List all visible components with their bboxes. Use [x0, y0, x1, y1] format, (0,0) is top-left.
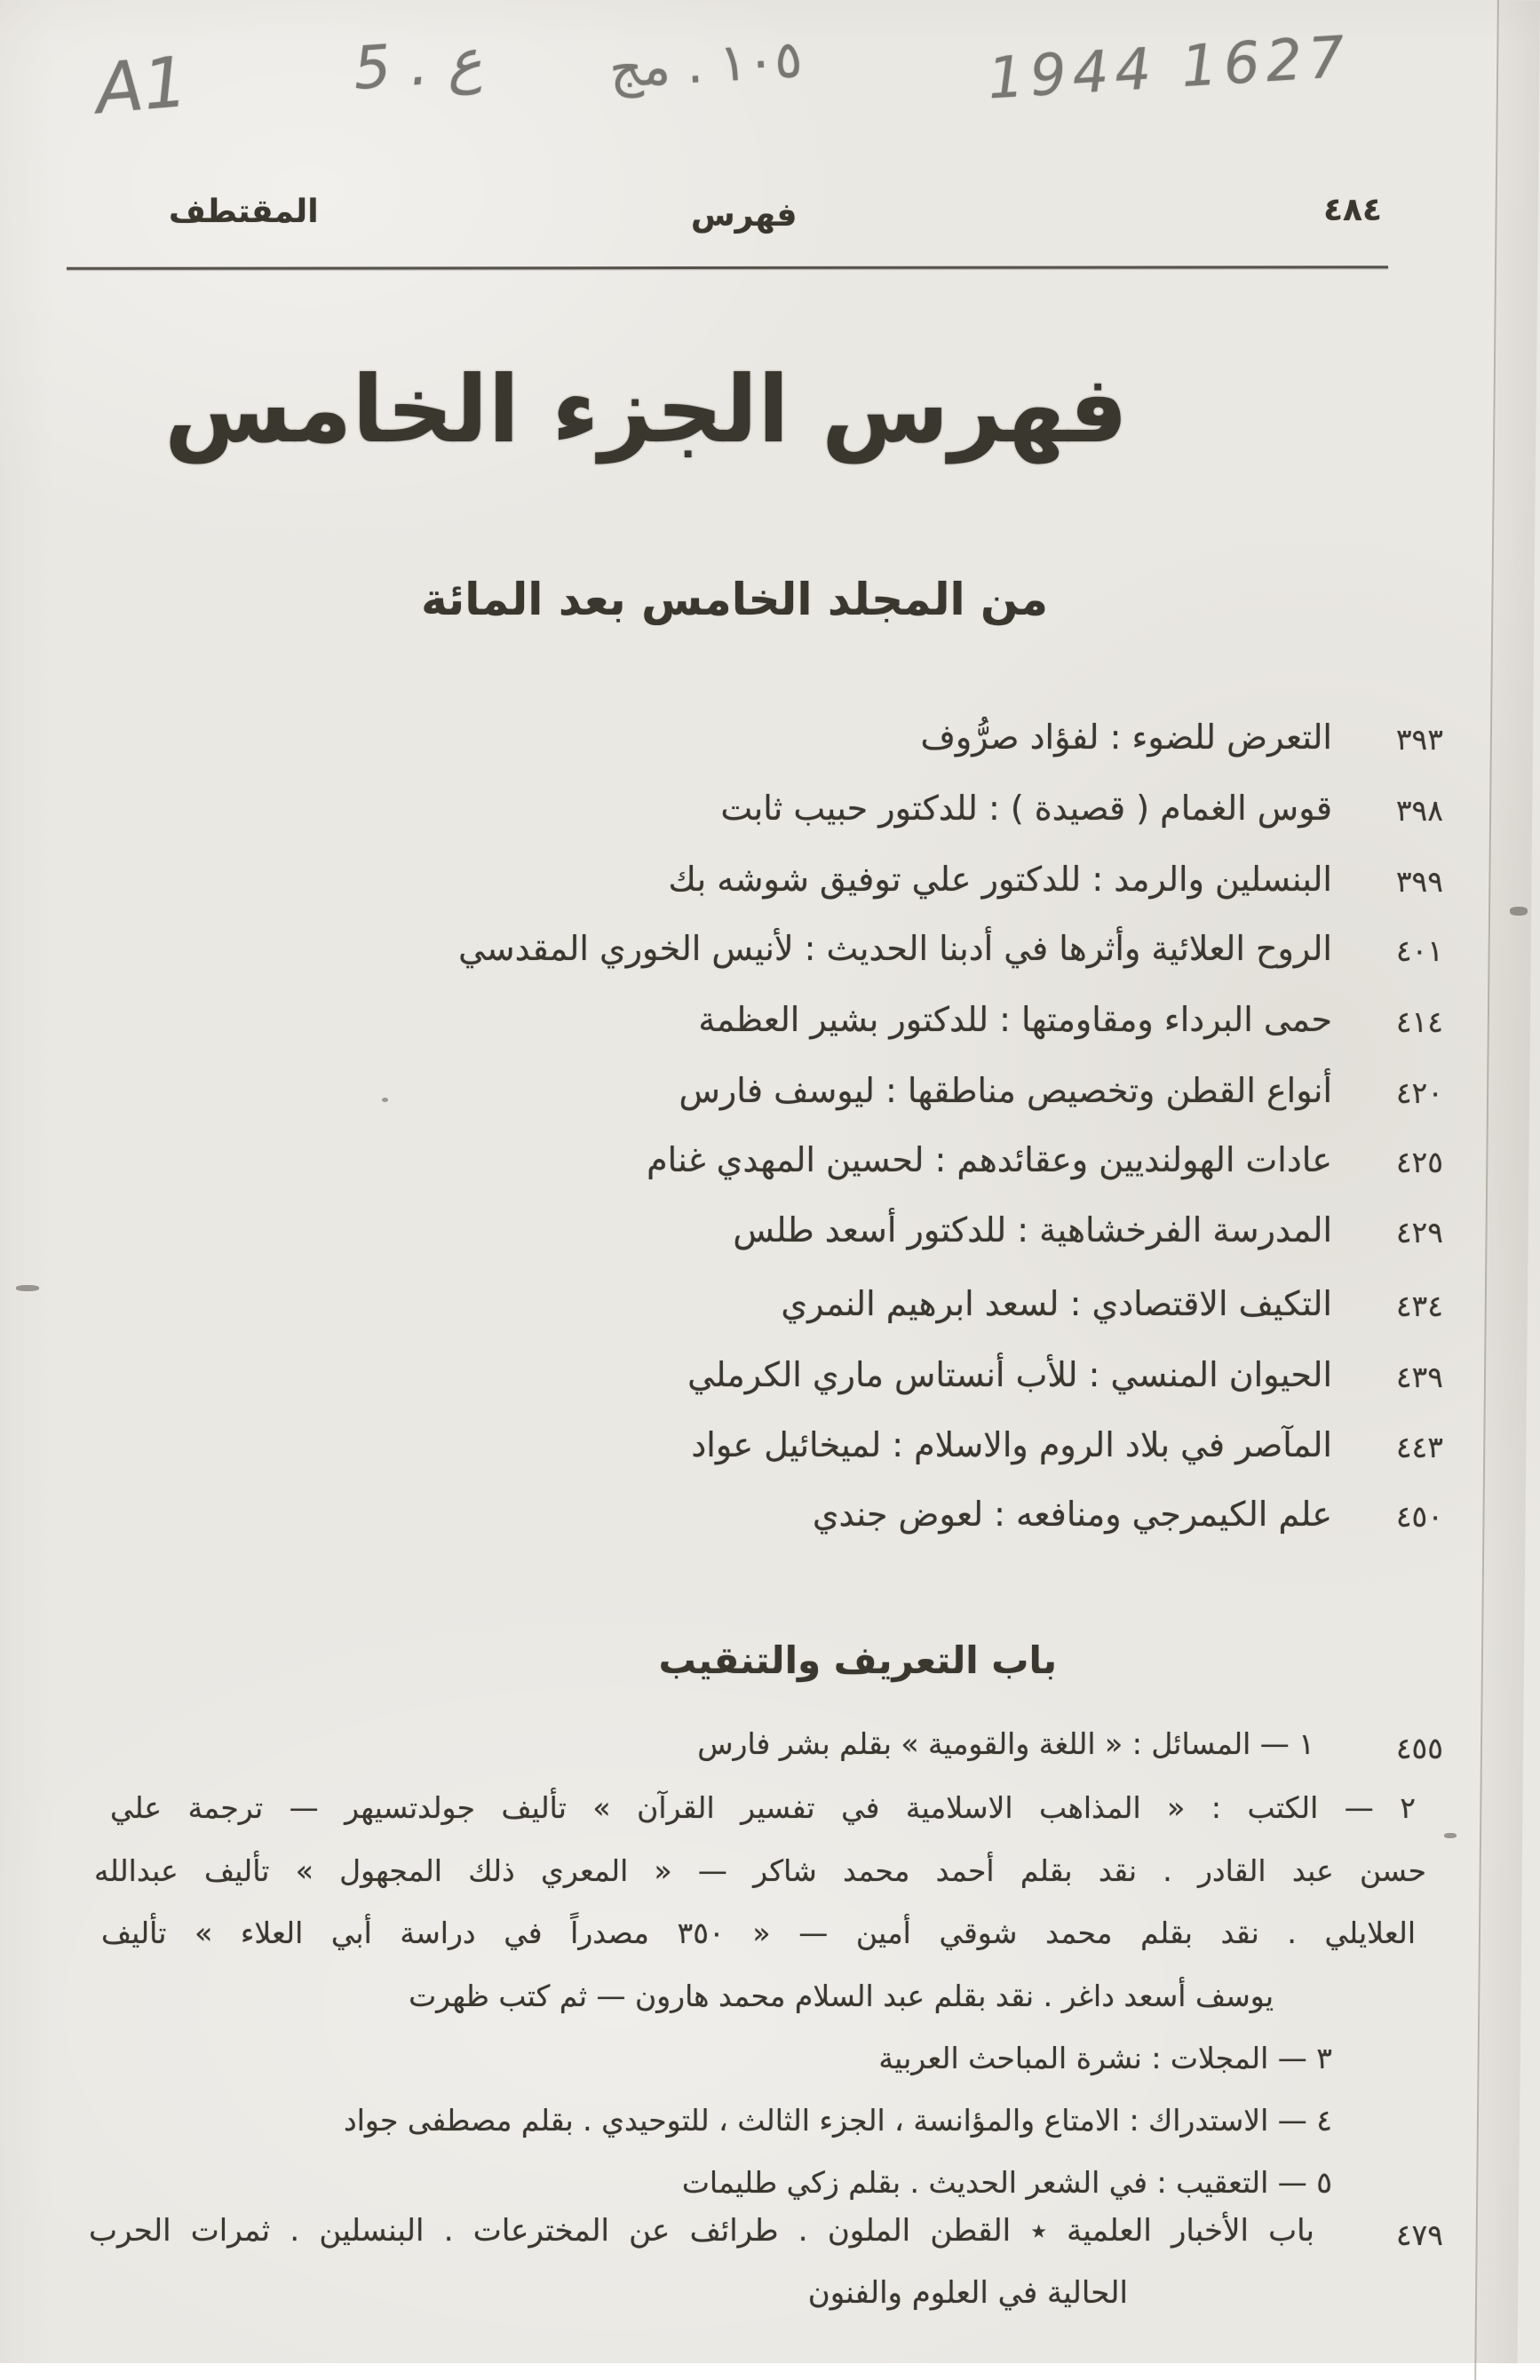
toc-page-number: ٤١٤ — [1395, 1004, 1443, 1039]
index-title: فهرس الجزء الخامس — [164, 355, 1128, 464]
toc-page-number: ٤٢٩ — [1395, 1215, 1443, 1250]
toc-entry-title: الحيوان المنسي : للأب أنستاس ماري الكرملي — [687, 1355, 1332, 1394]
toc-page-number: ٤٢٥ — [1395, 1145, 1443, 1179]
toc-row — [0, 1071, 1540, 1117]
running-head: فهرس — [691, 197, 798, 234]
index-subtitle: من المجلد الخامس بعد المائة — [421, 574, 1048, 625]
news-row — [0, 2213, 1540, 2259]
toc-entry-title: التعرض للضوء : لفؤاد صرُّوف — [920, 718, 1332, 757]
journal-name: المقتطف — [169, 194, 319, 230]
header-rule — [67, 266, 1388, 270]
toc-page-number: ٤٥٠ — [1395, 1499, 1443, 1534]
section-line: يوسف أسعد داغر . نقد بقلم عبد السلام محمد هارون — ثم كتب ظهرت — [409, 1979, 1274, 2013]
toc-row — [0, 1495, 1540, 1541]
section-line: ٣ — المجلات : نشرة المباحث العربية — [878, 2041, 1332, 2075]
section-page-number: ٤٥٥ — [1395, 1731, 1443, 1765]
news-page-number: ٤٧٩ — [1395, 2217, 1443, 2252]
toc-entry-title: البنسلين والرمد : للدكتور علي توفيق شوشه بك — [668, 860, 1332, 899]
section-row — [0, 1853, 1540, 1900]
section-row — [0, 1726, 1540, 1773]
toc-row — [0, 1210, 1540, 1257]
toc-page-number: ٤٤٣ — [1395, 1430, 1443, 1464]
toc-entry-title: التكيف الاقتصادي : لسعد ابرهيم النمري — [781, 1284, 1332, 1323]
toc-page-number: ٣٩٩ — [1395, 864, 1443, 899]
toc-page-number: ٣٩٣ — [1395, 722, 1443, 757]
toc-entry-title: المآصر في بلاد الروم والاسلام : لميخائيل عواد — [691, 1425, 1332, 1464]
toc-page-number: ٤٣٩ — [1395, 1360, 1443, 1394]
handwritten-year-accession: 1944 1627 — [986, 24, 1353, 113]
toc-entry-title: المدرسة الفرخشاهية : للدكتور أسعد طلس — [733, 1210, 1332, 1250]
toc-entry-title: عادات الهولنديين وعقائدهم : لحسين المهدي غنام — [647, 1140, 1332, 1179]
toc-entry-title: علم الكيمرجي ومنافعه : لعوض جندي — [812, 1495, 1332, 1534]
handwritten-shelf-mark: A1 — [92, 42, 191, 131]
handwritten-issue-number: 5 . ع — [351, 26, 484, 103]
toc-row — [0, 929, 1540, 975]
page-number: ٤٨٤ — [1323, 192, 1382, 228]
toc-row — [0, 718, 1540, 764]
news-line-2: الحالية في العلوم والفنون — [807, 2275, 1128, 2311]
toc-page-number: ٤٠١ — [1395, 933, 1443, 968]
section-line: ٥ — التعقيب : في الشعر الحديث . بقلم زكي طليمات — [681, 2165, 1332, 2200]
section-line: العلايلي . نقد بقلم محمد شوقي أمين — « ٣٥٠ مصدراً في دراسة أبي العلاء » تأليف — [101, 1916, 1416, 1950]
toc-row — [0, 1284, 1540, 1330]
toc-row — [0, 789, 1540, 835]
news-row — [0, 2275, 1540, 2321]
section-line: ٢ — الكتب : « المذاهب الاسلامية في تفسير القرآن » تأليف جولدتسيهر — ترجمة علي — [110, 1790, 1416, 1825]
toc-entry-title: قوس الغمام ( قصيدة ) : للدكتور حبيب ثابت — [720, 789, 1332, 828]
toc-row — [0, 1355, 1540, 1401]
section-row — [0, 1916, 1540, 1962]
section-heading: باب التعريف والتنقيب — [658, 1638, 1057, 1682]
toc-row — [0, 1000, 1540, 1046]
toc-page-number: ٣٩٨ — [1395, 793, 1443, 828]
section-line: ١ — المسائل : « اللغة والقومية » بقلم بشر فارس — [697, 1726, 1314, 1761]
toc-entry-title: حمى البرداء ومقاومتها : للدكتور بشير العظمة — [698, 1000, 1332, 1039]
toc-page-number: ٤٢٠ — [1395, 1075, 1443, 1110]
section-row — [0, 2165, 1540, 2211]
toc-row — [0, 1425, 1540, 1472]
toc-row — [0, 860, 1540, 906]
paper-speck — [1510, 907, 1528, 916]
section-line: حسن عبد القادر . نقد بقلم أحمد محمد شاكر — « المعري ذلك المجهول » تأليف عبدالله — [94, 1853, 1426, 1888]
section-row — [0, 2103, 1540, 2149]
handwritten-volume-number: ١٠٥ . مج — [607, 28, 804, 99]
section-row — [0, 2041, 1540, 2087]
toc-row — [0, 1140, 1540, 1186]
toc-entry-title: أنواع القطن وتخصيص مناطقها : ليوسف فارس — [679, 1071, 1332, 1110]
section-row — [0, 1979, 1540, 2025]
toc-entry-title: الروح العلائية وأثرها في أدبنا الحديث : لأنيس الخوري المقدسي — [458, 929, 1332, 968]
toc-page-number: ٤٣٤ — [1395, 1289, 1443, 1323]
section-line: ٤ — الاستدراك : الامتاع والمؤانسة ، الجزء الثالث ، للتوحيدي . بقلم مصطفى جواد — [344, 2103, 1332, 2138]
section-row — [0, 1790, 1540, 1837]
news-line-1: باب الأخبار العلمية ٭ القطن الملون . طرائف عن المخترعات . البنسلين . ثمرات الحرب — [89, 2213, 1314, 2249]
